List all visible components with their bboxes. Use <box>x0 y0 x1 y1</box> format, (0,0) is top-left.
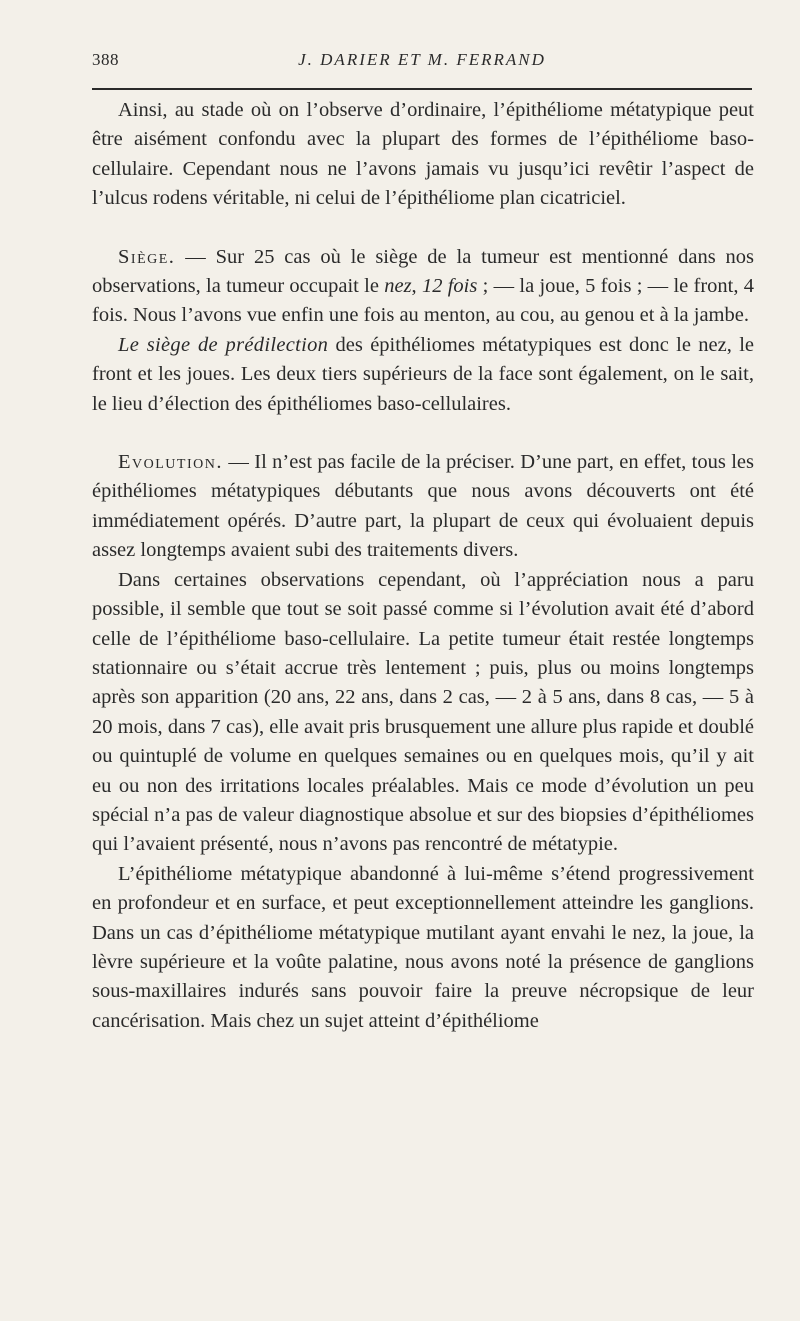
paragraph-evolution <box>92 448 754 566</box>
header-rule <box>92 88 752 90</box>
predilection-emphasis: Le siège de prédilection <box>118 333 329 356</box>
page-header <box>92 50 752 80</box>
paragraph-siege <box>92 243 754 331</box>
section-heading-siege: Siège. <box>118 245 176 268</box>
siege-text-a: — Sur 25 cas où le siège de la tumeur est mentionné dans nos observations, la tumeur occupait le <box>92 245 754 298</box>
paragraph-dans-certaines: Dans certaines observations cependant, où l’appréciation nous a paru possible, il semble que tout se soit passé comme si l’évolution avait été d’abord celle de l’épithéliome baso-cellulaire. La petite tumeur était restée longtemps stationnaire ou s’était accrue très lentement ; puis, plus ou moins longtemps après son apparition (20 ans, 22 ans, dans 2 cas, — 2 à 5 ans, dans 8 cas, — 5 à 20 mois, dans 7 cas), elle avait pris brusquement une allure plus rapide et doublé ou quintuplé de volume en quelques semaines ou en quelques mois, qu’il y ait eu ou non des irritations locales préalables. Mais ce mode d’évolution un peu spécial n’a pas de valeur diagnostique absolue et sur des biopsies d’épithéliomes qui l’avaient présenté, nous n’avons pas rencontré de métatypie. <box>92 568 754 856</box>
siege-nez: nez <box>384 275 412 298</box>
evolution-text: — Il n’est pas facile de la préciser. D’une part, en effet, tous les épithéliomes métatypiques débutants que nous avons découverts ont été immédiatement opérés. D’autre part, la plupart de ceux qui évoluaient depuis assez longtemps avaient subi des traitements divers. <box>92 451 754 562</box>
section-gap <box>92 214 754 243</box>
paragraph-stade: Ainsi, au stade où on l’observe d’ordinaire, l’épithéliome métatypique peut être aisément confondu avec la plupart des formes de l’épithéliome baso-cellulaire. Cependant nous ne l’avons jamais vu jusqu’ici revêtir l’aspect de l’ulcus rodens véritable, ni celui de l’épithéliome plan cicatriciel. <box>92 99 754 210</box>
section-gap <box>92 419 754 448</box>
paragraph-extension: L’épithéliome métatypique abandonné à lui-même s’étend progressivement en profondeur et en surface, et peut exceptionnellement atteindre les ganglions. Dans un cas d’épithéliome métatypique mutilant ayant envahi le nez, la joue, la lèvre supérieure et la voûte palatine, nous avons noté la présence de ganglions sous-maxillaires indurés sans pouvoir faire la preuve nécropsique de leur cancérisation. Mais chez un sujet atteint d’épithéliome <box>92 862 754 1032</box>
paragraph-predilection <box>92 331 754 419</box>
body-text <box>92 96 754 1036</box>
predilection-text: des épithéliomes métatypiques est donc le nez, le front et les joues. Les deux tiers supérieurs de la face sont également, on le sait, le lieu d’élection des épithéliomes baso-cellulaires. <box>92 333 755 415</box>
page-number: 388 <box>92 50 119 69</box>
siege-text-b: , <box>411 275 422 298</box>
siege-text-c: ; — la joue, 5 fois ; — le front, 4 fois. Nous l’avons vue enfin une fois au menton, au cou, au genou et à la jambe. <box>92 275 755 327</box>
siege-12-fois: 12 fois <box>421 275 478 298</box>
section-heading-evolution: Evolution. <box>118 451 223 474</box>
running-head: J. DARIER ET M. FERRAND <box>298 50 546 69</box>
